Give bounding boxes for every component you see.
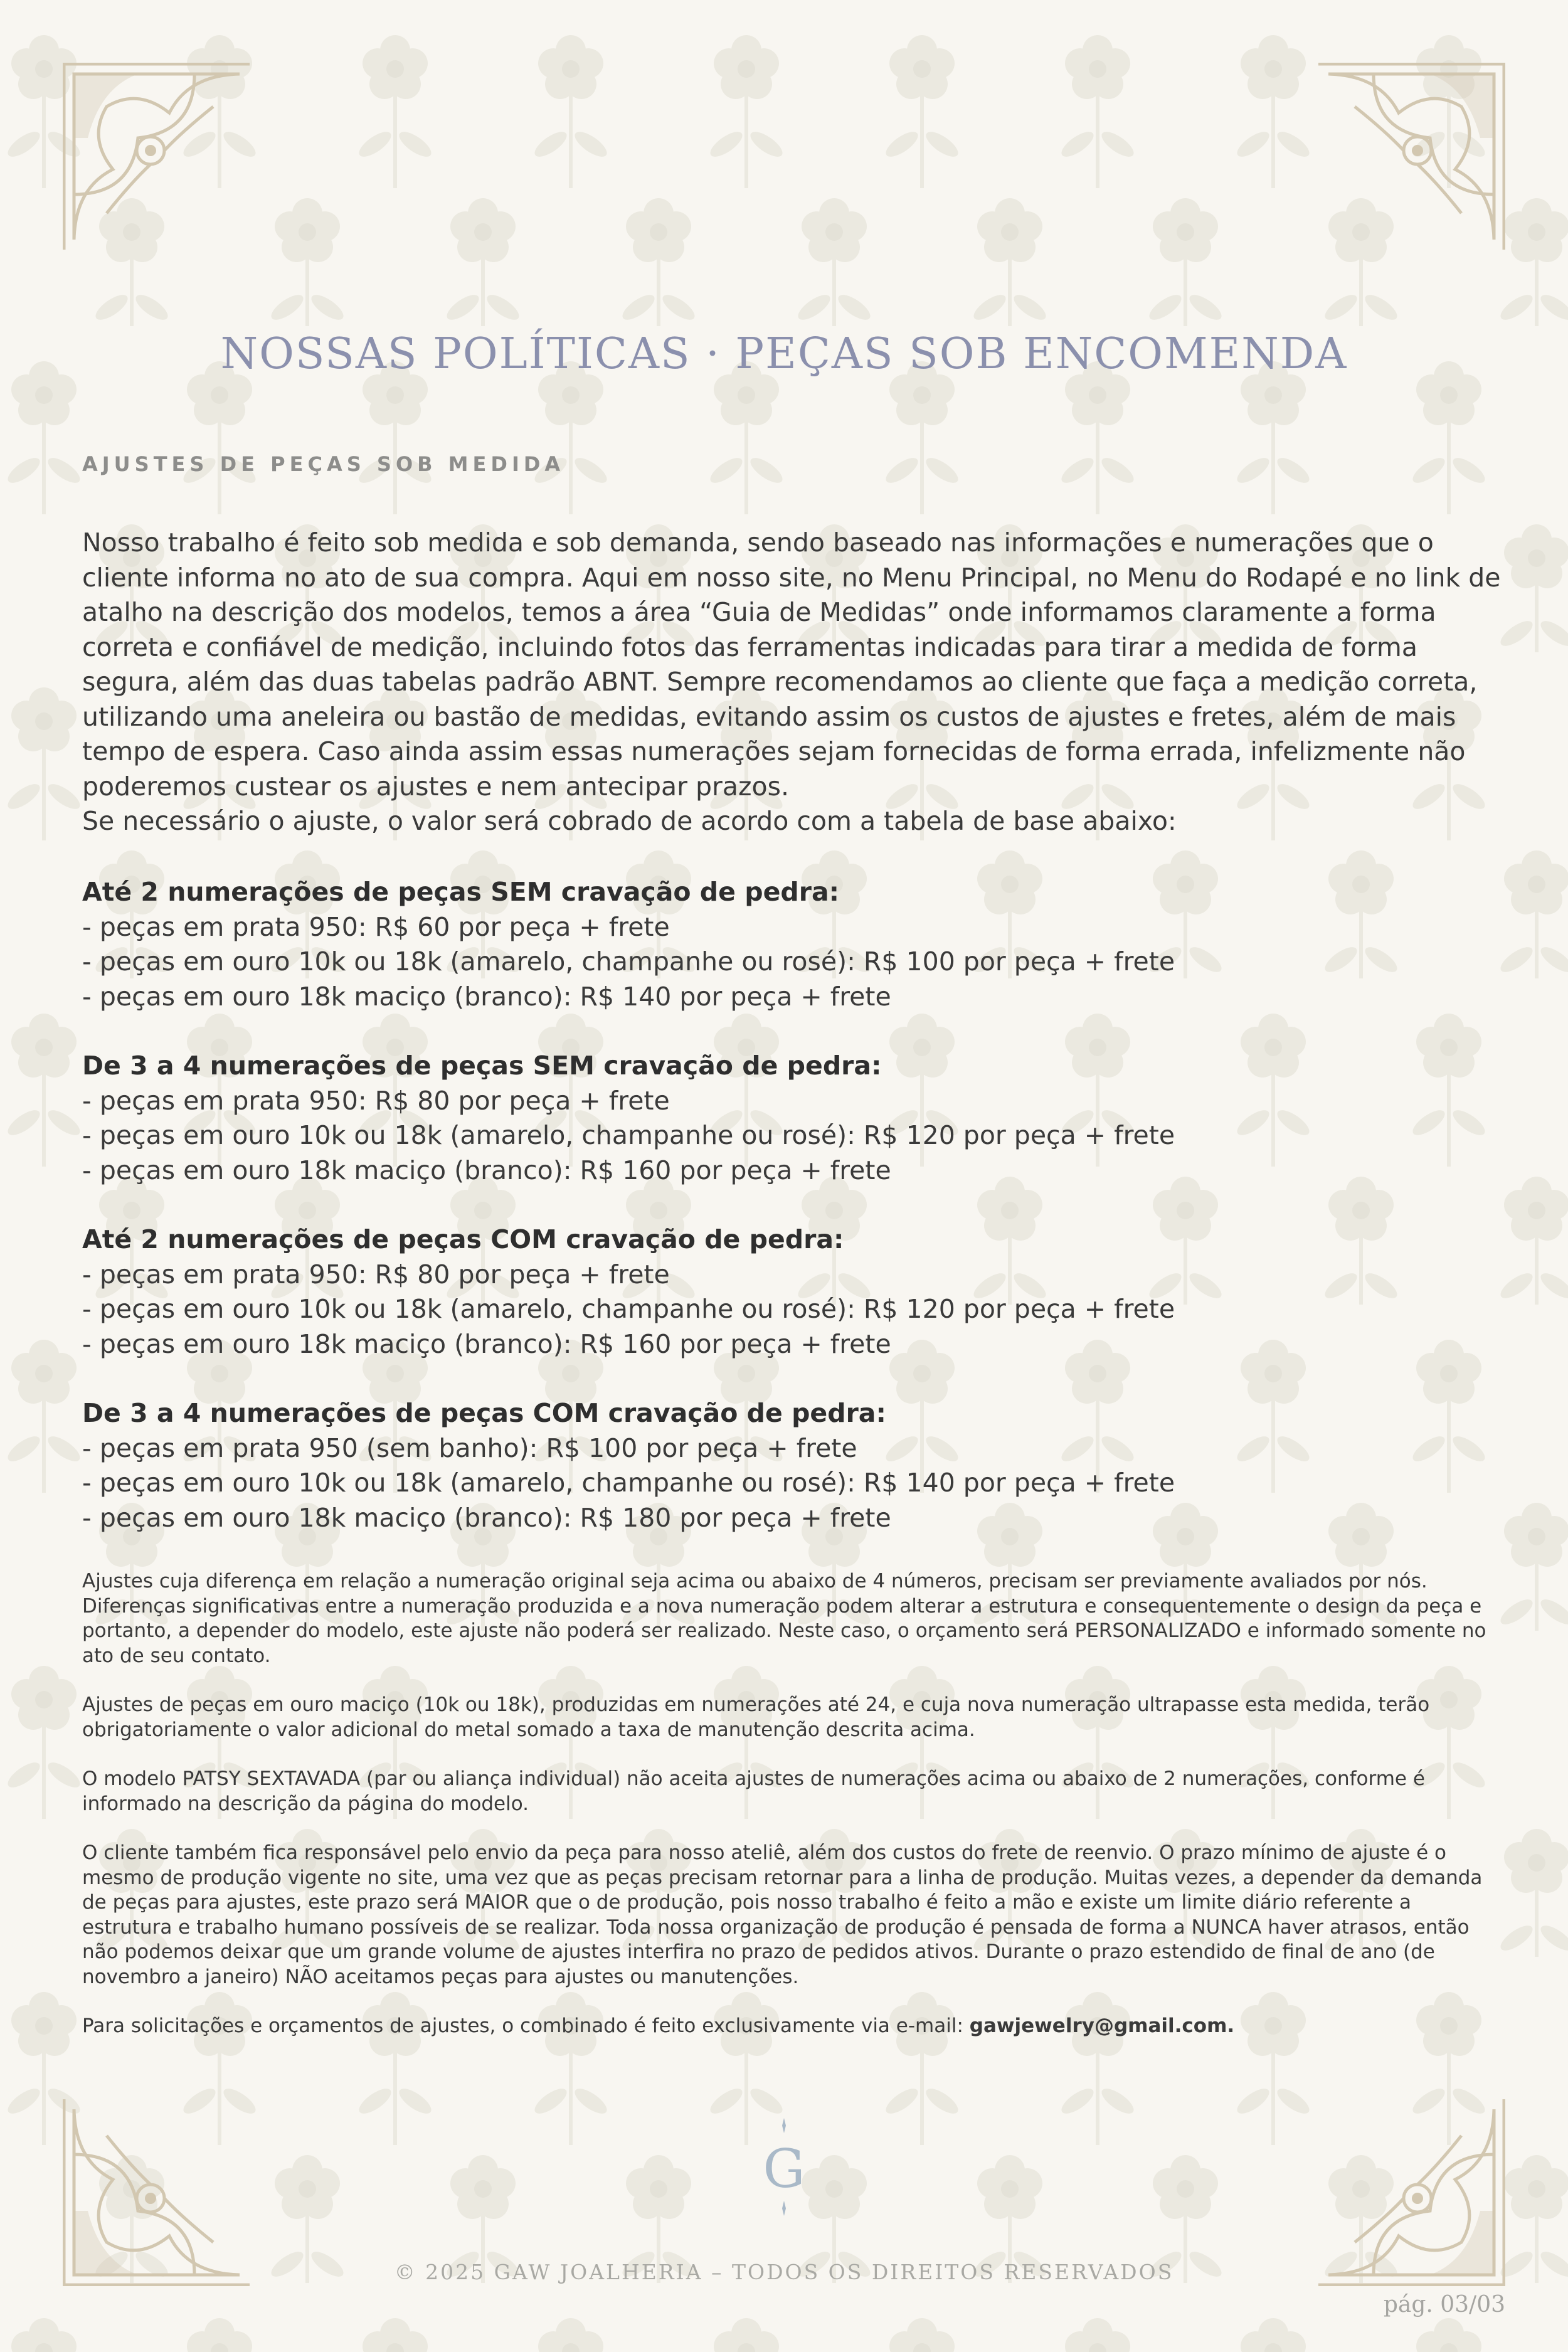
contact-email-link[interactable]: gawjewelry@gmail.com.	[969, 2015, 1235, 2037]
price-tier	[82, 1049, 1506, 1188]
note-paragraph: Ajustes de peças em ouro maciço (10k ou 18k), produzidas em numerações até 24, e cuja nova numeração ultrapasse esta medida, terão obrigatoriamente o valor adicional do metal somado a taxa de manutenção descrita acima.	[82, 1693, 1430, 1741]
tier-heading: De 3 a 4 numerações de peças COM cravação de pedra:	[82, 1398, 886, 1428]
page-title: NOSSAS POLÍTICAS · PEÇAS SOB ENCOMENDA	[220, 329, 1348, 379]
price-tier	[82, 1222, 1506, 1362]
tier-heading: De 3 a 4 numerações de peças SEM cravação de pedra:	[82, 1051, 882, 1081]
tier-line: - peças em prata 950: R$ 60 por peça + frete	[82, 911, 670, 942]
tier-line: - peças em prata 950 (sem banho): R$ 100 por peça + frete	[82, 1433, 857, 1463]
section-label: AJUSTES DE PEÇAS SOB MEDIDA	[82, 452, 565, 476]
brand-logo-icon	[753, 2117, 815, 2217]
tier-line: - peças em ouro 10k ou 18k (amarelo, champanhe ou rosé): R$ 140 por peça + frete	[82, 1468, 1175, 1498]
tier-line: - peças em ouro 10k ou 18k (amarelo, champanhe ou rosé): R$ 100 por peça + frete	[82, 946, 1175, 977]
tier-line: - peças em ouro 18k maciço (branco): R$ 180 por peça + frete	[82, 1502, 891, 1533]
tier-heading: Até 2 numerações de peças SEM cravação de pedra:	[82, 877, 840, 907]
tier-line: - peças em ouro 18k maciço (branco): R$ 160 por peça + frete	[82, 1328, 891, 1359]
footer-copyright: © 2025 GAW JOALHERIA – TODOS OS DIREITOS RESERVADOS	[394, 2260, 1174, 2284]
intro-paragraph: Nosso trabalho é feito sob medida e sob demanda, sendo baseado nas informações e numerações que o cliente informa no ato de sua compra. Aqui em nosso site, no Menu Principal, no Menu do Rodapé e no link de atalho na descrição dos modelos, temos a área “Guia de Medidas” onde informamos claramente a forma correta e confiável de medição, incluindo fotos das ferramentas indicadas para tirar a medida de forma segura, além das duas tabelas padrão ABNT. Sempre recomendamos ao cliente que faça a medição correta, utilizando uma aneleira ou bastão de medidas, evitando assim os custos de ajustes e fretes, além de mais tempo de espera. Caso ainda assim essas numerações sejam fornecidas de forma errada, infelizmente não poderemos custear os ajustes e nem antecipar prazos.	[82, 527, 1501, 802]
price-tier	[82, 875, 1506, 1014]
page-number: pág. 03/03	[1383, 2292, 1505, 2318]
contact-text: Para solicitações e orçamentos de ajustes, o combinado é feito exclusivamente via e-mail:	[82, 2015, 970, 2037]
tier-line: - peças em prata 950: R$ 80 por peça + frete	[82, 1085, 670, 1116]
tier-line: - peças em prata 950: R$ 80 por peça + frete	[82, 1259, 670, 1290]
tier-line: - peças em ouro 18k maciço (branco): R$ 140 por peça + frete	[82, 981, 891, 1012]
intro-paragraph-table-note: Se necessário o ajuste, o valor será cobrado de acordo com a tabela de base abaixo:	[82, 806, 1177, 836]
tier-line: - peças em ouro 18k maciço (branco): R$ 160 por peça + frete	[82, 1155, 891, 1185]
note-paragraph: Ajustes cuja diferença em relação a numeração original seja acima ou abaixo de 4 números, precisam ser previamente avaliados por nós. Diferenças significativas entre a numeração produzida e a nova numeração podem alterar a estrutura e consequentemente o design da peça e portanto, a depender do modelo, este ajuste não poderá ser realizado. Neste caso, o orçamento será PERSONALIZADO e informado somente no ato de seu contato.	[82, 1570, 1486, 1667]
tier-line: - peças em ouro 10k ou 18k (amarelo, champanhe ou rosé): R$ 120 por peça + frete	[82, 1294, 1175, 1324]
price-tiers	[82, 875, 1506, 1570]
price-tier	[82, 1396, 1506, 1535]
policy-notes	[82, 1569, 1506, 2063]
tier-heading: Até 2 numerações de peças COM cravação de pedra:	[82, 1224, 844, 1254]
intro-text	[82, 526, 1506, 839]
note-paragraph: O cliente também fica responsável pelo envio da peça para nosso ateliê, além dos custos do frete de reenvio. O prazo mínimo de ajuste é o mesmo de produção vigente no site, uma vez que as peças precisam retornar para a linha de produção. Muitas vezes, a depender da demanda de peças para ajustes, este prazo será MAIOR que o de produção, pois nosso trabalho é feito a mão e existe um limite diário referente a estrutura e trabalho humano possíveis de se realizar. Toda nossa organização de produção é pensada de forma a NUNCA haver atrasos, então não podemos deixar que um grande volume de ajustes interfira no prazo de pedidos ativos. Durante o prazo estendido de final de ano (de novembro a janeiro) NÃO aceitamos peças para ajustes ou manutenções.	[82, 1841, 1483, 1988]
tier-line: - peças em ouro 10k ou 18k (amarelo, champanhe ou rosé): R$ 120 por peça + frete	[82, 1120, 1175, 1150]
note-paragraph: O modelo PATSY SEXTAVADA (par ou aliança individual) não aceita ajustes de numerações acima ou abaixo de 2 numerações, conforme é informado na descrição da página do modelo.	[82, 1767, 1425, 1815]
contact-line	[82, 2014, 1506, 2039]
logo-letter: G	[763, 2138, 805, 2200]
